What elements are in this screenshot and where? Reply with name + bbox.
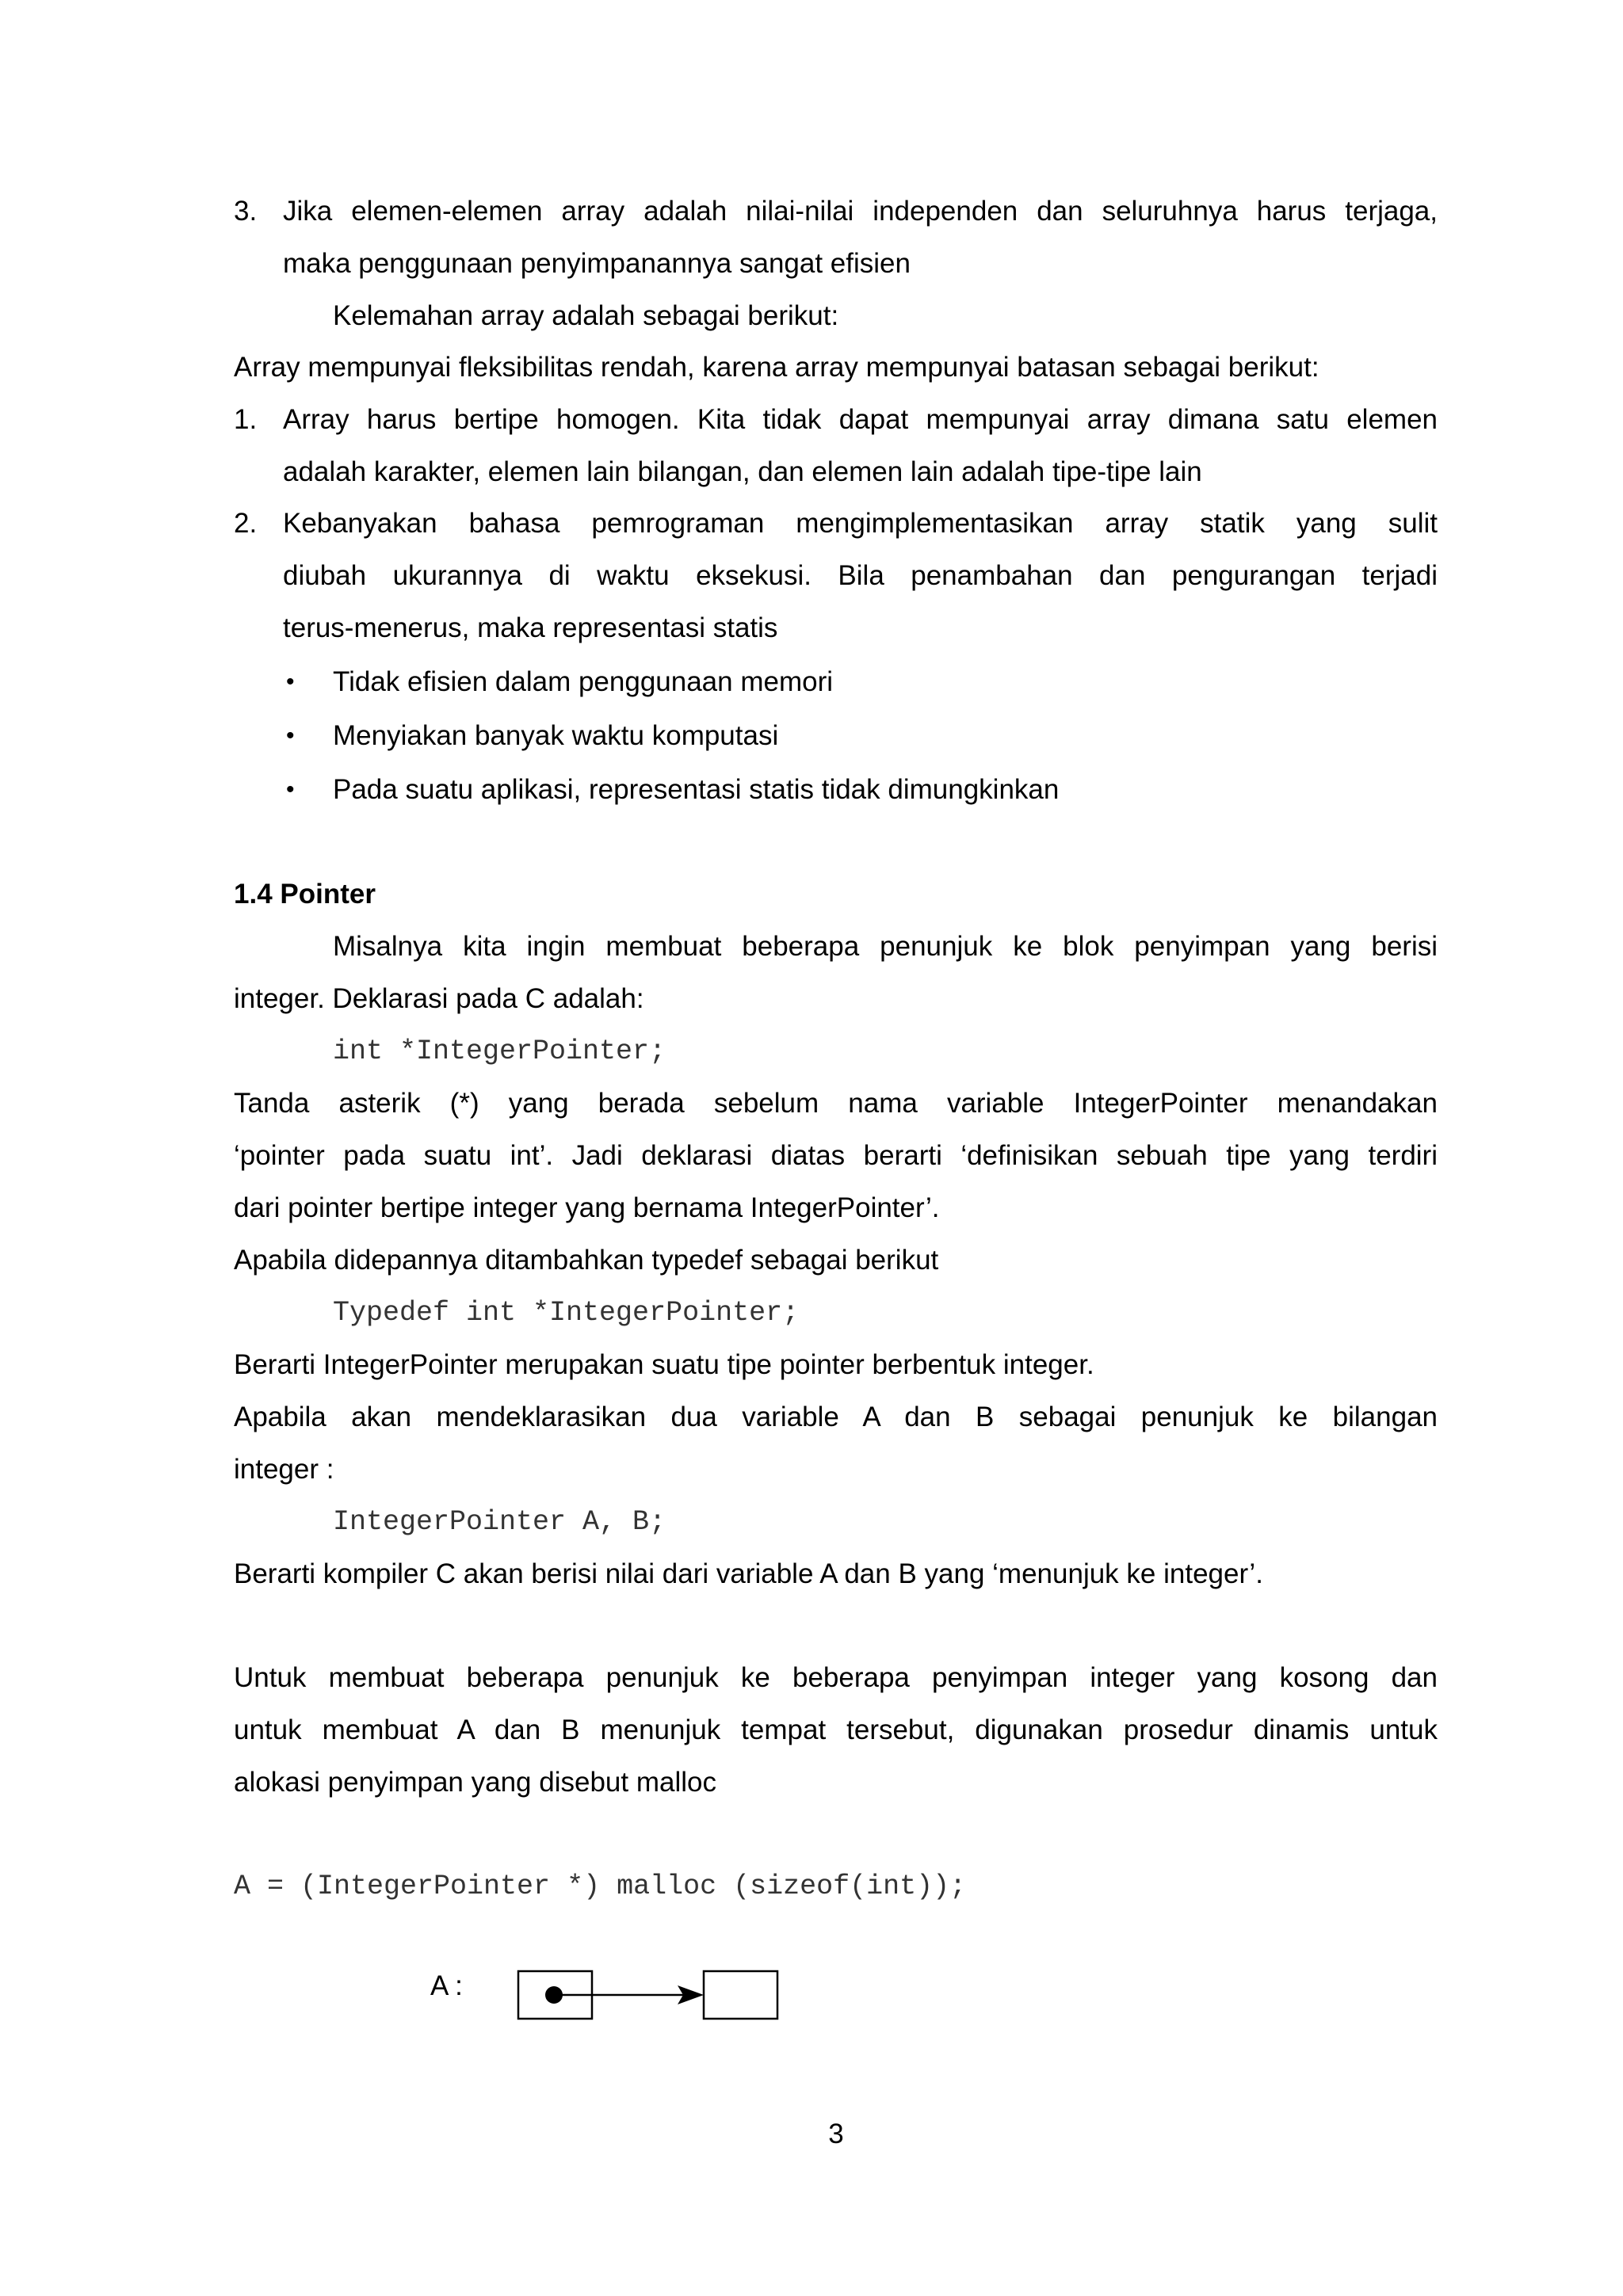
paragraph-line: Jika elemen-elemen array adalah nilai-nilai independen dan seluruhnya harus terjaga,	[283, 196, 1438, 227]
bullet-marker: •	[286, 776, 295, 803]
paragraph-line: Kelemahan array adalah sebagai berikut:	[333, 300, 839, 331]
paragraph-line: terus-menerus, maka representasi statis	[283, 612, 778, 643]
bullet-marker: •	[286, 669, 295, 695]
paragraph-line: Tanda asterik (*) yang berada sebelum nama variable IntegerPointer menandakan	[234, 1088, 1438, 1119]
code-line: A = (IntegerPointer *) malloc (sizeof(int));	[234, 1871, 967, 1902]
code-line: Typedef int *IntegerPointer;	[333, 1297, 800, 1329]
paragraph-line: dari pointer bertipe integer yang bernama IntegerPointer’.	[234, 1192, 940, 1223]
list-number-2: 2.	[234, 508, 258, 539]
bullet-item: Pada suatu aplikasi, representasi statis tidak dimungkinkan	[333, 774, 1060, 805]
bullet-marker: •	[286, 723, 295, 749]
paragraph-line: Array mempunyai fleksibilitas rendah, karena array mempunyai batasan sebagai berikut:	[234, 352, 1319, 383]
paragraph-line: integer :	[234, 1454, 334, 1485]
paragraph-line: diubah ukurannya di waktu eksekusi. Bila penambahan dan pengurangan terjadi	[283, 560, 1438, 591]
paragraph-line: Misalnya kita ingin membuat beberapa penunjuk ke blok penyimpan yang berisi	[333, 931, 1438, 962]
bullet-item: Menyiakan banyak waktu komputasi	[333, 720, 779, 751]
diagram-label: A :	[430, 1970, 463, 2001]
bullet-item: Tidak efisien dalam penggunaan memori	[333, 666, 834, 697]
section-heading: 1.4 Pointer	[234, 879, 376, 910]
paragraph-line: Berarti IntegerPointer merupakan suatu tipe pointer berbentuk integer.	[234, 1349, 1094, 1380]
code-line: int *IntegerPointer;	[333, 1035, 666, 1067]
paragraph-line: Kebanyakan bahasa pemrograman mengimplementasikan array statik yang sulit	[283, 508, 1438, 539]
list-number-1: 1.	[234, 404, 258, 435]
paragraph-line: ‘pointer pada suatu int’. Jadi deklarasi diatas berarti ‘definisikan sebuah tipe yang terdiri	[234, 1140, 1438, 1171]
paragraph-line: untuk membuat A dan B menunjuk tempat tersebut, digunakan prosedur dinamis untuk	[234, 1714, 1438, 1745]
paragraph-line: adalah karakter, elemen lain bilangan, dan elemen lain adalah tipe-tipe lain	[283, 456, 1202, 487]
paragraph-line: Untuk membuat beberapa penunjuk ke beberapa penyimpan integer yang kosong dan	[234, 1662, 1438, 1693]
paragraph-line: Array harus bertipe homogen. Kita tidak dapat mempunyai array dimana satu elemen	[283, 404, 1438, 435]
page-number: 3	[828, 2119, 844, 2149]
target-cell-box	[704, 1971, 777, 2019]
paragraph-line: maka penggunaan penyimpanannya sangat efisien	[283, 248, 911, 279]
paragraph-line: Apabila akan mendeklarasikan dua variable A dan B sebagai penunjuk ke bilangan	[234, 1402, 1438, 1432]
paragraph-line: Apabila didepannya ditambahkan typedef sebagai berikut	[234, 1245, 939, 1276]
code-line: IntegerPointer A, B;	[333, 1506, 666, 1538]
paragraph-line: Berarti kompiler C akan berisi nilai dari variable A dan B yang ‘menunjuk ke integer’.	[234, 1558, 1263, 1589]
paragraph-line: integer. Deklarasi pada C adalah:	[234, 983, 644, 1014]
paragraph-line: alokasi penyimpan yang disebut malloc	[234, 1767, 716, 1798]
list-number-3: 3.	[234, 196, 258, 227]
